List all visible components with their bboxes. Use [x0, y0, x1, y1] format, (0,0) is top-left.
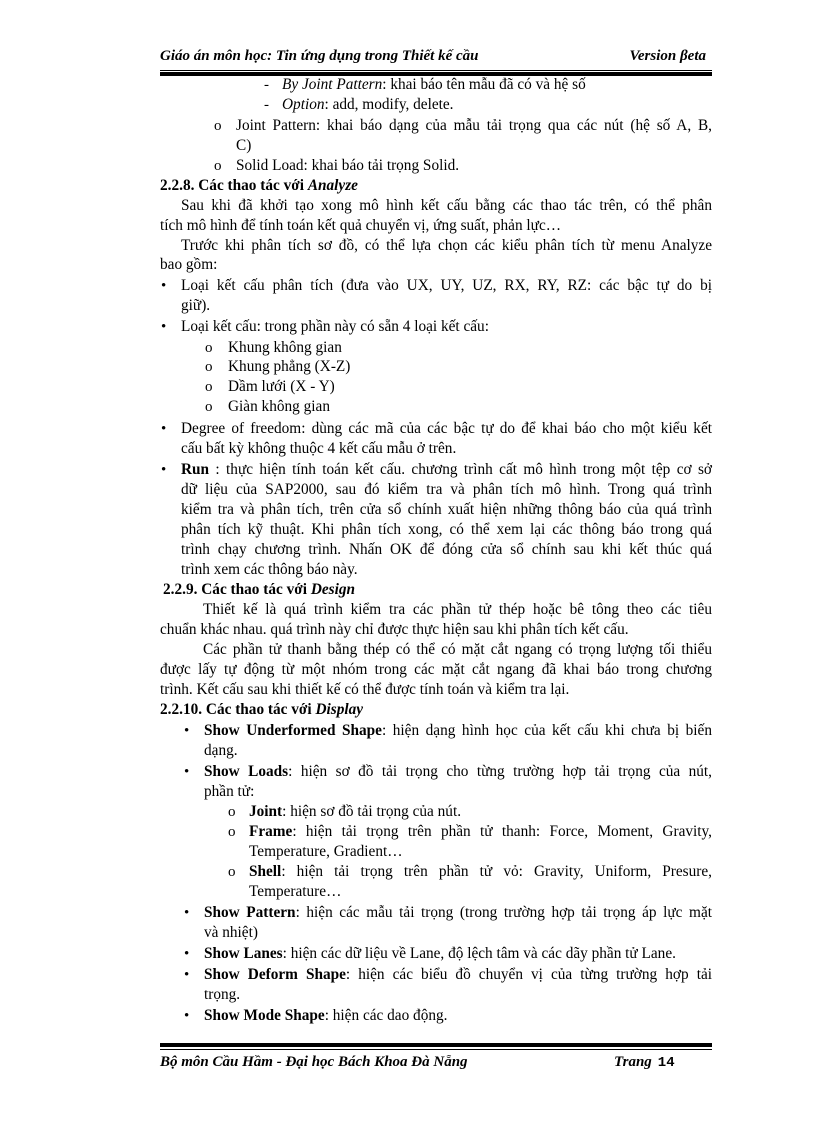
dash-marker: - — [264, 77, 269, 93]
text-line: Option: add, modify, delete. — [282, 96, 454, 113]
dash-marker: - — [264, 97, 269, 113]
bullet-marker: • — [184, 723, 190, 739]
text-line: Temperature… — [249, 883, 342, 900]
text-line: phần tử: — [204, 783, 255, 800]
text-line: phân tích kỹ thuật. Khi phân tích xong, có thể xem lại các thông báo trong quá — [181, 521, 712, 538]
header-rule-thin — [160, 70, 712, 71]
text-line: trọng. — [204, 986, 241, 1003]
bullet-marker: • — [184, 764, 190, 780]
footer-rule-thin — [160, 1049, 712, 1050]
text-line: Show Underformed Shape: hiện dạng hình học của kết cấu khi chưa bị biến — [204, 722, 712, 739]
circle-marker: o — [228, 824, 236, 840]
text-line: bao gồm: — [160, 256, 218, 273]
text-line: kiểm tra và phân tích, trên cửa sổ chính xuất hiện những thông báo của quá trình — [181, 501, 712, 518]
text-line: Temperature, Gradient… — [249, 843, 403, 860]
footer-rule-thick — [160, 1043, 712, 1047]
bullet-marker: • — [184, 967, 190, 983]
text-line: tích mô hình để tính toán kết quả chuyển vị, ứng suất, phản lực… — [160, 217, 562, 234]
text-line: Run : thực hiện tính toán kết cấu. chương trình cất mô hình trong một tệp cơ sở — [181, 461, 712, 478]
text-line: Khung phẳng (X-Z) — [228, 358, 351, 375]
text-line: Giàn không gian — [228, 398, 330, 415]
circle-marker: o — [228, 804, 236, 820]
text-line: C) — [236, 137, 252, 154]
page-number: 14 — [657, 1055, 675, 1071]
text-line: Joint Pattern: khai báo dạng của mẫu tải trọng qua các nút (hệ số A, B, — [236, 117, 712, 134]
text-line: Loại kết cấu: trong phần này có sẵn 4 loại kết cấu: — [181, 318, 489, 335]
bullet-marker: • — [184, 1008, 190, 1024]
bullet-marker: • — [184, 905, 190, 921]
text-line: trình xem các thông báo này. — [181, 561, 358, 578]
bullet-marker: • — [161, 421, 167, 437]
text-line: Show Lanes: hiện các dữ liệu về Lane, độ lệch tâm và các dãy phần tử Lane. — [204, 945, 676, 962]
circle-marker: o — [214, 118, 222, 134]
bullet-marker: • — [161, 278, 167, 294]
circle-marker: o — [205, 359, 213, 375]
circle-marker: o — [205, 379, 213, 395]
text-line: giữ). — [181, 297, 211, 314]
text-line: dạng. — [204, 742, 238, 759]
text-line: Show Pattern: hiện các mẫu tải trọng (trong trường hợp tải trọng áp lực mặt — [204, 904, 712, 921]
circle-marker: o — [228, 864, 236, 880]
page-number-label: Trang 14 — [614, 1054, 675, 1071]
header-title: Giáo án môn học: Tin ứng dụng trong Thiết kế cầu — [160, 48, 479, 64]
text-line: By Joint Pattern: khai báo tên mẫu đã có và hệ số — [282, 76, 586, 93]
header-version: Version βeta — [629, 48, 706, 64]
page-header — [160, 48, 712, 68]
section-heading: 2.2.10. Các thao tác với Display — [160, 701, 364, 718]
page-footer — [160, 1054, 712, 1074]
circle-marker: o — [214, 158, 222, 174]
text-line: Degree of freedom: dùng các mã của các bậc tự do để khai báo cho một kiểu kết — [181, 420, 712, 437]
circle-marker: o — [205, 340, 213, 356]
section-heading: 2.2.8. Các thao tác với Analyze — [160, 177, 358, 194]
bullet-marker: • — [161, 319, 167, 335]
text-line: Khung không gian — [228, 339, 342, 356]
text-line: Shell: hiện tải trọng trên phần tử vỏ: Gravity, Uniform, Presure, — [249, 863, 712, 880]
text-line: Solid Load: khai báo tải trọng Solid. — [236, 157, 460, 174]
bullet-marker: • — [184, 946, 190, 962]
text-line: chuẩn khác nhau. quá trình này chỉ được thực hiện sau khi phân tích kết cấu. — [160, 621, 629, 638]
text-line: Các phần tử thanh bằng thép có thể có mặt cắt ngang có trọng lượng tối thiểu — [203, 641, 712, 658]
text-line: Trước khi phân tích sơ đồ, có thể lựa chọn các kiểu phân tích từ menu Analyze — [181, 237, 712, 254]
text-line: trình. Kết cấu sau khi thiết kế có thể được tính toán và kiểm tra lại. — [160, 681, 570, 698]
text-line: Dầm lưới (X - Y) — [228, 378, 335, 395]
text-line: Show Deform Shape: hiện các biểu đồ chuyển vị của từng trường hợp tải — [204, 966, 712, 983]
text-line: được lấy tự động từ một nhóm trong các mặt cắt ngang đã khai báo trong chương — [160, 661, 712, 678]
circle-marker: o — [205, 399, 213, 415]
section-heading: 2.2.9. Các thao tác với Design — [163, 581, 356, 598]
text-line: và nhiệt) — [204, 924, 258, 941]
text-line: Joint: hiện sơ đồ tải trọng của nút. — [249, 803, 462, 820]
text-line: cấu bất kỳ không thuộc 4 kết cấu mẫu ở trên. — [181, 440, 457, 457]
text-line: Sau khi đã khởi tạo xong mô hình kết cấu bằng các thao tác trên, có thể phân — [181, 197, 712, 214]
text-line: dữ liệu của SAP2000, sau đó kiểm tra và phân tích mô hình. Trong quá trình — [181, 481, 712, 498]
text-line: trình chạy chương trình. Nhấn OK để đóng cửa sổ chính sau khi kết thúc quá — [181, 541, 712, 558]
text-line: Show Loads: hiện sơ đồ tải trọng cho từng trường hợp tải trọng của nút, — [204, 763, 712, 780]
text-line: Thiết kế là quá trình kiểm tra các phần tử thép hoặc bê tông theo các tiêu — [203, 601, 712, 618]
footer-department: Bộ môn Cầu Hầm - Đại học Bách Khoa Đà Nẵng — [160, 1054, 468, 1070]
text-line: Loại kết cấu phân tích (đưa vào UX, UY, UZ, RX, RY, RZ: các bậc tự do bị — [181, 277, 712, 294]
bullet-marker: • — [161, 462, 167, 478]
text-line: Frame: hiện tải trọng trên phần tử thanh: Force, Moment, Gravity, — [249, 823, 712, 840]
text-line: Show Mode Shape: hiện các dao động. — [204, 1007, 448, 1024]
